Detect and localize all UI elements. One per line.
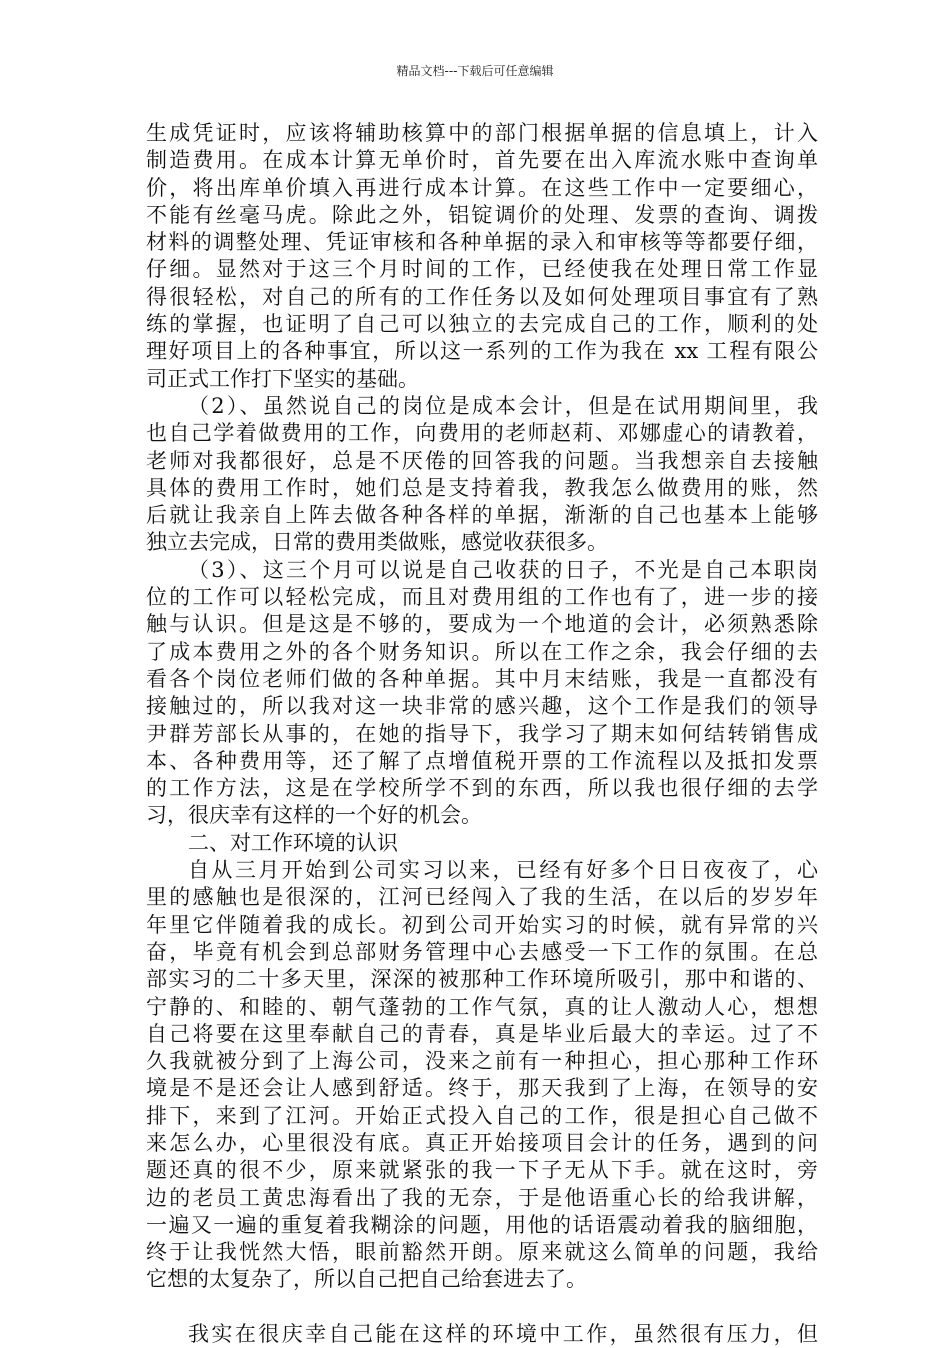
text-line: 具体的费用工作时，她们总是支持着我，教我怎么做费用的账，然 xyxy=(146,475,818,500)
text-line: 的工作方法，这是在学校所学不到的东西，所以我也很仔细的去学 xyxy=(146,776,818,801)
text-line: （2）、虽然说自己的岗位是成本会计，但是在试用期间里，我 xyxy=(188,393,818,418)
text-line: 习，很庆幸有这样的一个好的机会。 xyxy=(146,803,482,828)
text-line: 材料的调整处理、凭证审核和各种单据的录入和审核等等都要仔细， xyxy=(146,230,818,255)
text-line: 生成凭证时，应该将辅助核算中的部门根据单据的信息填上，计入 xyxy=(146,121,818,145)
text-line: 二、对工作环境的认识 xyxy=(188,830,398,855)
text-line: 年里它伴随着我的成长。初到公司开始实习的时候，就有异常的兴 xyxy=(146,912,818,937)
text-line: 位的工作可以轻松完成，而且对费用组的工作也有了，进一步的接 xyxy=(146,585,818,610)
text-line: 自从三月开始到公司实习以来，已经有好多个日日夜夜了，心 xyxy=(188,858,818,883)
text-line: 老师对我都很好，总是不厌倦的回答我的问题。当我想亲自去接触 xyxy=(146,448,818,473)
text-line: 独立去完成，日常的费用类做账，感觉收获很多。 xyxy=(146,530,608,555)
text-line: 自己将要在这里奉献自己的青春，真是毕业后最大的幸运。过了不 xyxy=(146,1021,818,1046)
text-line: 排下，来到了江河。开始正式投入自己的工作，很是担心自己做不 xyxy=(146,1103,818,1128)
text-line: 奋，毕竟有机会到总部财务管理中心去感受一下工作的氛围。在总 xyxy=(146,939,818,964)
text-line: 触与认识。但是这是不够的，要成为一个地道的会计，必须熟悉除 xyxy=(146,612,818,637)
text-line: 终于让我恍然大悟，眼前豁然开朗。原来就这么简单的问题，我给 xyxy=(146,1240,818,1265)
text-line: 一遍又一遍的重复着我糊涂的问题，用他的话语震动着我的脑细胞， xyxy=(146,1212,818,1237)
text-line: 价，将出库单价填入再进行成本计算。在这些工作中一定要细心， xyxy=(146,175,818,200)
text-line: 里的感触也是很深的，江河已经闯入了我的生活，在以后的岁岁年 xyxy=(146,885,818,910)
text-line: 不能有丝毫马虎。除此之外，铝锭调价的处理、发票的查询、调拨 xyxy=(146,202,818,227)
text-line: 久我就被分到了上海公司，没来之前有一种担心，担心那种工作环 xyxy=(146,1049,818,1074)
document-body xyxy=(146,120,818,1348)
page-header: 精品文档---下载后可任意编辑 xyxy=(396,64,554,78)
text-line: （3）、这三个月可以说是自己收获的日子，不光是自己本职岗 xyxy=(188,557,818,582)
text-line xyxy=(146,1294,818,1321)
text-line: 边的老员工黄忠海看出了我的无奈，于是他语重心长的给我讲解， xyxy=(146,1185,818,1210)
text-line: 司正式工作打下坚实的基础。 xyxy=(146,366,419,391)
text-line: 来怎么办，心里很没有底。真正开始接项目会计的任务，遇到的问 xyxy=(146,1130,818,1155)
text-line: 它想的太复杂了，所以自己把自己给套进去了。 xyxy=(146,1267,587,1292)
text-line: 宁静的、和睦的、朝气蓬勃的工作气氛，真的让人激动人心，想想 xyxy=(146,994,818,1019)
text-line: 境是不是还会让人感到舒适。终于，那天我到了上海，在领导的安 xyxy=(146,1076,818,1101)
text-line: 尹群芳部长从事的，在她的指导下，我学习了期末如何结转销售成 xyxy=(146,721,818,746)
text-line: 部实习的二十多天里，深深的被那种工作环境所吸引，那中和谐的、 xyxy=(146,967,818,992)
text-line: 接触过的，所以我对这一块非常的感兴趣，这个工作是我们的领导 xyxy=(146,694,818,719)
text-line: 练的掌握，也证明了自己可以独立的去完成自己的工作，顺利的处 xyxy=(146,312,818,337)
text-line: 我实在很庆幸自己能在这样的环境中工作，虽然很有压力，但 xyxy=(188,1322,818,1347)
text-line: 题还真的很不少，原来就紧张的我一下子无从下手。就在这时，旁 xyxy=(146,1158,818,1183)
text-line: 仔细。显然对于这三个月时间的工作，已经使我在处理日常工作显 xyxy=(146,257,818,282)
text-line: 了成本费用之外的各个财务知识。所以在工作之余，我会仔细的去 xyxy=(146,639,818,664)
text-line: 本、各种费用等，还了解了点增值税开票的工作流程以及抵扣发票 xyxy=(146,748,818,773)
text-line: 也自己学着做费用的工作，向费用的老师赵莉、邓娜虚心的请教着， xyxy=(146,421,818,446)
text-line: 看各个岗位老师们做的各种单据。其中月末结账，我是一直都没有 xyxy=(146,666,818,691)
text-line: 理好项目上的各种事宜，所以这一系列的工作为我在 xx 工程有限公 xyxy=(146,339,818,364)
text-line: 制造费用。在成本计算无单价时，首先要在出入库流水账中查询单 xyxy=(146,148,818,173)
text-line: 得很轻松，对自己的所有的工作任务以及如何处理项目事宜有了熟 xyxy=(146,284,818,309)
text-line: 后就让我亲自上阵去做各种各样的单据，渐渐的自己也基本上能够 xyxy=(146,503,818,528)
